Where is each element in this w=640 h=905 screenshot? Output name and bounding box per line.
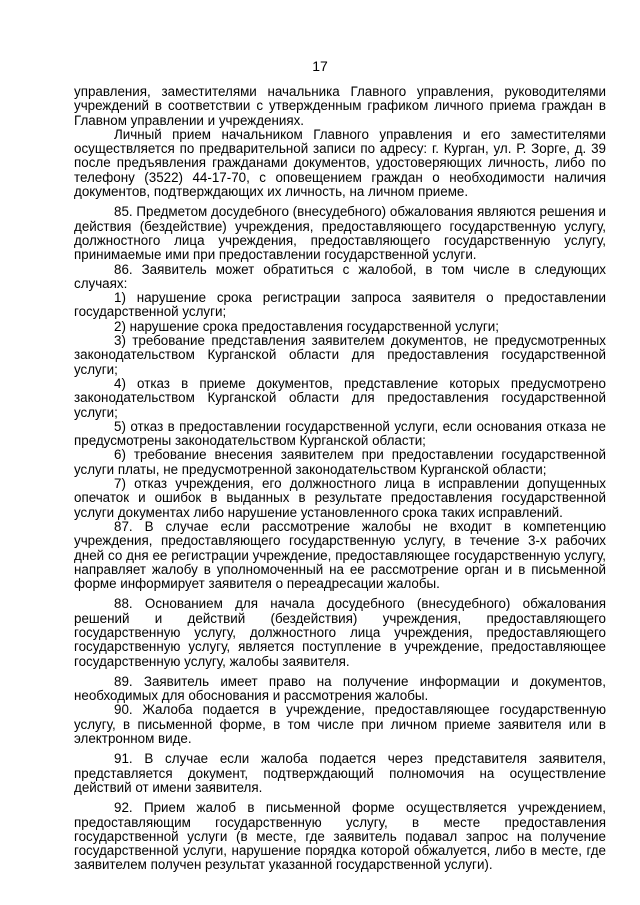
paragraph-86: 86. Заявитель может обратиться с жалобой, в том числе в следующих случаях:: [74, 261, 606, 291]
paragraph-90: 90. Жалоба подается в учреждение, предоставляющее государственную услугу, в письменной форме, в том числе при личном приеме заявителя или в электронном виде.: [74, 702, 606, 747]
list-item-7: 7) отказ учреждения, его должностного лица в исправлении допущенных опечаток и ошибок в выданных в результате предоставления государственной услуги документах либо нарушение установленного срока таких исправлений.: [74, 476, 606, 520]
paragraph-85: 85. Предметом досудебного (внесудебного) обжалования являются решения и действия (бездействие) учреждения, предоставляющего государственную услугу, должностного лица учреждения, предоставляющего государственную услугу, принимаемые ими при предоставлении государственной услуги.: [74, 204, 606, 263]
paragraph-88: 88. Основанием для начала досудебного (внесудебного) обжалования решений и действий (бездействия) учреждения, предоставляющего государственную услугу, должностного лица учреждения, предоставляющего государственную услугу, является поступление в учреждение, предоставляющее государственную услугу, жалобы заявителя.: [74, 596, 606, 669]
list-item-2: 2) нарушение срока предоставления государственной услуги;: [114, 318, 499, 334]
list-item-4: 4) отказ в приеме документов, представление которых предусмотрено законодательством Курганской области для предоставления государственной услуги;: [74, 375, 606, 420]
document-body: [74, 85, 606, 873]
page-number: 17: [312, 58, 328, 74]
list-item-3: 3) требование представления заявителем документов, не предусмотренных законодательством Курганской области для предоставления государственной услуги;: [74, 333, 606, 377]
list-item-1: 1) нарушение срока регистрации запроса заявителя о предоставлении государственной услуги;: [74, 290, 606, 320]
paragraph-92: 92. Прием жалоб в письменной форме осуществляется учреждением, предоставляющим государственную услугу, в месте предоставления государственной услуги (в месте, где заявитель подавал запрос на получение государственной услуги, нарушение порядка которой обжалуется, либо в месте, где заявителем получен результат указанной государственной услуги).: [74, 800, 606, 873]
paragraph-personal-reception: Личный прием начальником Главного управления и его заместителями осуществляется по предварительной записи по адресу: г. Курган, ул. Р. Зорге, д. 39 после предъявления гражданами документов, удостоверяющих личность, либо по телефону (3522) 44-17-70, с оповещением граждан о необходимости наличия документов, подтверждающих их личность, на личном приеме.: [74, 126, 606, 200]
paragraph-89: 89. Заявитель имеет право на получение информации и документов, необходимых для обоснования и рассмотрения жалобы.: [74, 673, 606, 704]
paragraph-91: 91. В случае если жалоба подается через представителя заявителя, представляется документ, подтверждающий полномочия на осуществление действий от имени заявителя.: [74, 751, 606, 795]
paragraph-continuation: управления, заместителями начальника Главного управления, руководителями учреждений в соответствии с утвержденным графиком личного приема граждан в Главном управлении и учреждениях.: [74, 84, 606, 128]
paragraph-87: 87. В случае если рассмотрение жалобы не входит в компетенцию учреждения, предоставляющего государственную услугу, в течение 3-х рабочих дней со дня ее регистрации учреждение, предоставляющее государственную услугу, направляет жалобу в уполномоченный на ее рассмотрение орган и в письменной форме информирует заявителя о переадресации жалобы.: [74, 518, 606, 592]
list-item-6: 6) требование внесения заявителем при предоставлении государственной услуги платы, не предусмотренной законодательством Курганской области;: [74, 447, 606, 477]
list-item-5: 5) отказ в предоставлении государственной услуги, если основания отказа не предусмотрены законодательством Курганской области;: [74, 418, 606, 449]
